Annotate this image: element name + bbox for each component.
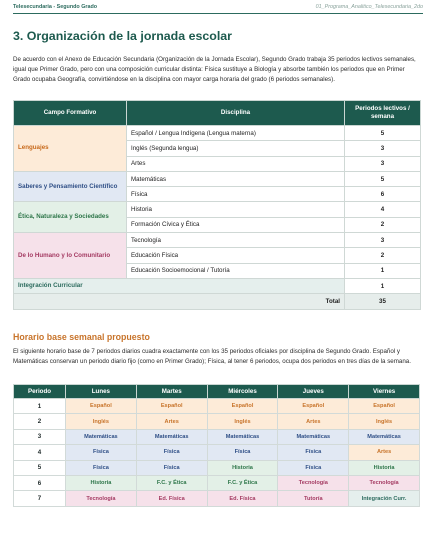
integracion-row <box>14 278 421 293</box>
schedule-row <box>14 475 420 490</box>
periodo-cell: 6 <box>14 475 66 490</box>
disciplina-cell: Educación Física <box>127 248 345 263</box>
schedule-cell: Matemáticas <box>207 429 278 444</box>
schedule-cell: Ed. Física <box>136 491 207 506</box>
schedule-cell: Física <box>136 445 207 460</box>
schedule-cell: Artes <box>349 445 420 460</box>
disciplina-cell: Español / Lengua Indígena (Lengua materna) <box>127 126 345 141</box>
schedule-cell: Español <box>136 399 207 414</box>
periodos-cell: 2 <box>345 248 421 263</box>
schedule-row <box>14 460 420 475</box>
schedule-cell: Ed. Física <box>207 491 278 506</box>
schedule-row <box>14 445 420 460</box>
curriculum-header-row <box>14 101 421 126</box>
schedule-cell: Tecnología <box>349 475 420 490</box>
schedule-cell: Integración Curr. <box>349 491 420 506</box>
curriculum-body <box>14 126 421 310</box>
header-left-text: Telesecundaria - Segundo Grado <box>13 4 98 10</box>
header-campo: Campo Formativo <box>14 101 127 126</box>
periodos-cell: 3 <box>345 141 421 156</box>
header-jueves: Jueves <box>278 385 349 399</box>
periodos-cell: 1 <box>345 263 421 278</box>
schedule-cell: Física <box>278 445 349 460</box>
schedule-cell: Física <box>278 460 349 475</box>
periodos-cell: 6 <box>345 187 421 202</box>
integracion-periodos: 1 <box>345 278 421 293</box>
campo-cell: Ética, Naturaleza y Sociedades <box>14 202 127 233</box>
campo-cell: De lo Humano y lo Comunitario <box>14 233 127 279</box>
header-periodo: Periodo <box>14 385 66 399</box>
schedule-cell: Historia <box>207 460 278 475</box>
periodo-cell: 2 <box>14 414 66 429</box>
header-martes: Martes <box>136 385 207 399</box>
total-value: 35 <box>345 294 421 310</box>
integracion-label: Integración Curricular <box>14 278 345 293</box>
curriculum-row <box>14 126 421 141</box>
schedule-cell: Física <box>66 445 137 460</box>
disciplina-cell: Artes <box>127 156 345 171</box>
disciplina-cell: Formación Cívica y Ética <box>127 217 345 232</box>
schedule-row <box>14 491 420 506</box>
schedule-cell: Física <box>66 460 137 475</box>
schedule-cell: Física <box>136 460 207 475</box>
disciplina-cell: Inglés (Segunda lengua) <box>127 141 345 156</box>
schedule-cell: F.C. y Ética <box>136 475 207 490</box>
header-periodos: Periodos lectivos / semana <box>345 101 421 126</box>
header-viernes: Viernes <box>349 385 420 399</box>
schedule-cell: Historia <box>349 460 420 475</box>
periodo-cell: 4 <box>14 445 66 460</box>
header-miercoles: Miércoles <box>207 385 278 399</box>
schedule-cell: Español <box>278 399 349 414</box>
disciplina-cell: Educación Socioemocional / Tutoría <box>127 263 345 278</box>
curriculum-row <box>14 233 421 248</box>
section-title: 3. Organización de la jornada escolar <box>13 29 232 43</box>
schedule-row <box>14 399 420 414</box>
horario-title: Horario base semanal propuesto <box>13 332 150 342</box>
curriculum-table <box>13 100 421 310</box>
periodos-cell: 2 <box>345 217 421 232</box>
schedule-row <box>14 414 420 429</box>
horario-intro: El siguiente horario base de 7 periodos diarios cuadra exactamente con los 35 periodos oficiales por disciplina de Segundo Grado. Español y Matemáticas conservan un periodo diario fijo (como en Primer Grado); Física, al tener 6 periodos, ocupa dos periodos en tres días de la semana. <box>13 348 411 365</box>
periodo-cell: 7 <box>14 491 66 506</box>
schedule-cell: Historia <box>66 475 137 490</box>
header-lunes: Lunes <box>66 385 137 399</box>
schedule-cell: Inglés <box>66 414 137 429</box>
periodo-cell: 5 <box>14 460 66 475</box>
schedule-cell: Inglés <box>207 414 278 429</box>
page-header <box>13 2 423 14</box>
periodo-cell: 3 <box>14 429 66 444</box>
schedule-table <box>13 384 420 507</box>
disciplina-cell: Tecnología <box>127 233 345 248</box>
schedule-row <box>14 429 420 444</box>
disciplina-cell: Matemáticas <box>127 171 345 186</box>
schedule-cell: Artes <box>136 414 207 429</box>
schedule-cell: Tutoría <box>278 491 349 506</box>
periodos-cell: 3 <box>345 233 421 248</box>
schedule-cell: Artes <box>278 414 349 429</box>
curriculum-row <box>14 202 421 217</box>
schedule-cell: Matemáticas <box>66 429 137 444</box>
periodos-cell: 4 <box>345 202 421 217</box>
disciplina-cell: Física <box>127 187 345 202</box>
total-row <box>14 294 421 310</box>
periodo-cell: 1 <box>14 399 66 414</box>
schedule-cell: Matemáticas <box>349 429 420 444</box>
campo-cell: Saberes y Pensamiento Científico <box>14 171 127 202</box>
periodos-cell: 5 <box>345 126 421 141</box>
header-right-text: 01_Programa_Analitico_Telesecundaria_2do <box>315 4 423 10</box>
schedule-cell: Español <box>207 399 278 414</box>
curriculum-row <box>14 171 421 186</box>
header-disciplina: Disciplina <box>127 101 345 126</box>
schedule-cell: Español <box>66 399 137 414</box>
schedule-cell: Matemáticas <box>278 429 349 444</box>
schedule-cell: Tecnología <box>278 475 349 490</box>
periodos-cell: 3 <box>345 156 421 171</box>
schedule-cell: Física <box>207 445 278 460</box>
schedule-cell: Matemáticas <box>136 429 207 444</box>
schedule-cell: Inglés <box>349 414 420 429</box>
disciplina-cell: Historia <box>127 202 345 217</box>
schedule-cell: Español <box>349 399 420 414</box>
schedule-cell: Tecnología <box>66 491 137 506</box>
periodos-cell: 5 <box>345 171 421 186</box>
section-intro: De acuerdo con el Anexo de Educación Secundaria (Organización de la Jornada Escolar), Segundo Grado trabaja 35 periodos lectivos semanales, igual que Primer Grado, pero con una composición curricular distinta: Física sustituye a Biología y absorbe también los periodos que en Primer Grado ocupaba Geografía, convirtiéndose en la disciplina con mayor carga horaria del grado (6 periodos semanales). <box>13 56 416 83</box>
total-label: Total <box>14 294 345 310</box>
schedule-cell: F.C. y Ética <box>207 475 278 490</box>
schedule-body <box>14 399 420 507</box>
campo-cell: Lenguajes <box>14 126 127 172</box>
schedule-header-row <box>14 385 420 399</box>
